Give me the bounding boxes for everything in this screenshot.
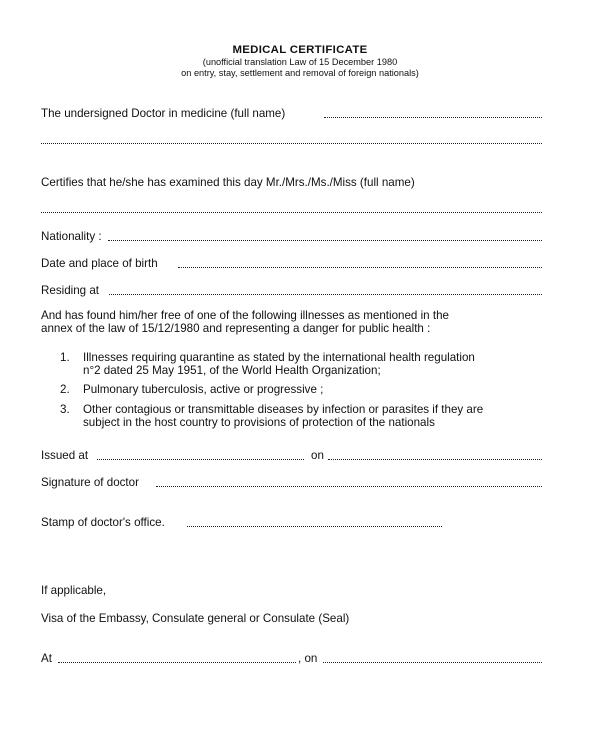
visa-on-field[interactable] xyxy=(323,662,542,663)
statement-line-2: annex of the law of 15/12/1980 and representing a danger for public health : xyxy=(41,322,431,335)
doctor-name-label: The undersigned Doctor in medicine (full name) xyxy=(41,107,286,120)
stamp-label: Stamp of doctor's office. xyxy=(41,516,165,529)
list-item-number: 3. xyxy=(60,403,70,416)
subtitle-line-2: on entry, stay, settlement and removal of foreign nationals) xyxy=(181,68,419,78)
list-item-text: Other contagious or transmittable diseases by infection or parasites if they are xyxy=(83,403,484,416)
list-item-text-cont: subject in the host country to provisions of protection of the nationals xyxy=(83,416,435,429)
patient-name-field[interactable] xyxy=(41,212,542,213)
certifies-label: Certifies that he/she has examined this day Mr./Mrs./Ms./Miss (full name) xyxy=(41,176,415,189)
visa-label: Visa of the Embassy, Consulate general or Consulate (Seal) xyxy=(41,612,350,625)
document-title: MEDICAL CERTIFICATE xyxy=(232,44,368,56)
signature-field[interactable] xyxy=(156,486,542,487)
issued-at-label: Issued at xyxy=(41,449,89,462)
doctor-name-field-line-2[interactable] xyxy=(41,143,542,144)
birth-label: Date and place of birth xyxy=(41,257,158,270)
residing-label: Residing at xyxy=(41,284,100,297)
residing-field[interactable] xyxy=(109,294,542,295)
list-item-text: Pulmonary tuberculosis, active or progressive ; xyxy=(83,383,324,396)
visa-at-field[interactable] xyxy=(58,662,296,663)
list-item-number: 2. xyxy=(60,383,70,396)
stamp-field[interactable] xyxy=(187,526,442,527)
issued-at-field[interactable] xyxy=(97,459,304,460)
birth-field[interactable] xyxy=(178,267,542,268)
subtitle-line-1: (unofficial translation Law of 15 December 1980 xyxy=(202,57,398,67)
nationality-label: Nationality : xyxy=(41,230,102,243)
doctor-name-field[interactable] xyxy=(324,117,542,118)
list-item-text: Illnesses requiring quarantine as stated by the international health regulation xyxy=(83,351,475,364)
issued-on-field[interactable] xyxy=(328,459,542,460)
visa-at-label: At xyxy=(41,652,52,665)
list-item-number: 1. xyxy=(60,351,70,364)
list-item-text-cont: n°2 dated 25 May 1951, of the World Health Organization; xyxy=(83,364,381,377)
statement-line-1: And has found him/her free of one of the following illnesses as mentioned in the xyxy=(41,309,449,322)
nationality-field[interactable] xyxy=(108,240,542,241)
visa-on-label: , on xyxy=(298,652,318,665)
signature-label: Signature of doctor xyxy=(41,476,139,489)
issued-on-label: on xyxy=(311,449,324,462)
if-applicable-label: If applicable, xyxy=(41,584,107,597)
